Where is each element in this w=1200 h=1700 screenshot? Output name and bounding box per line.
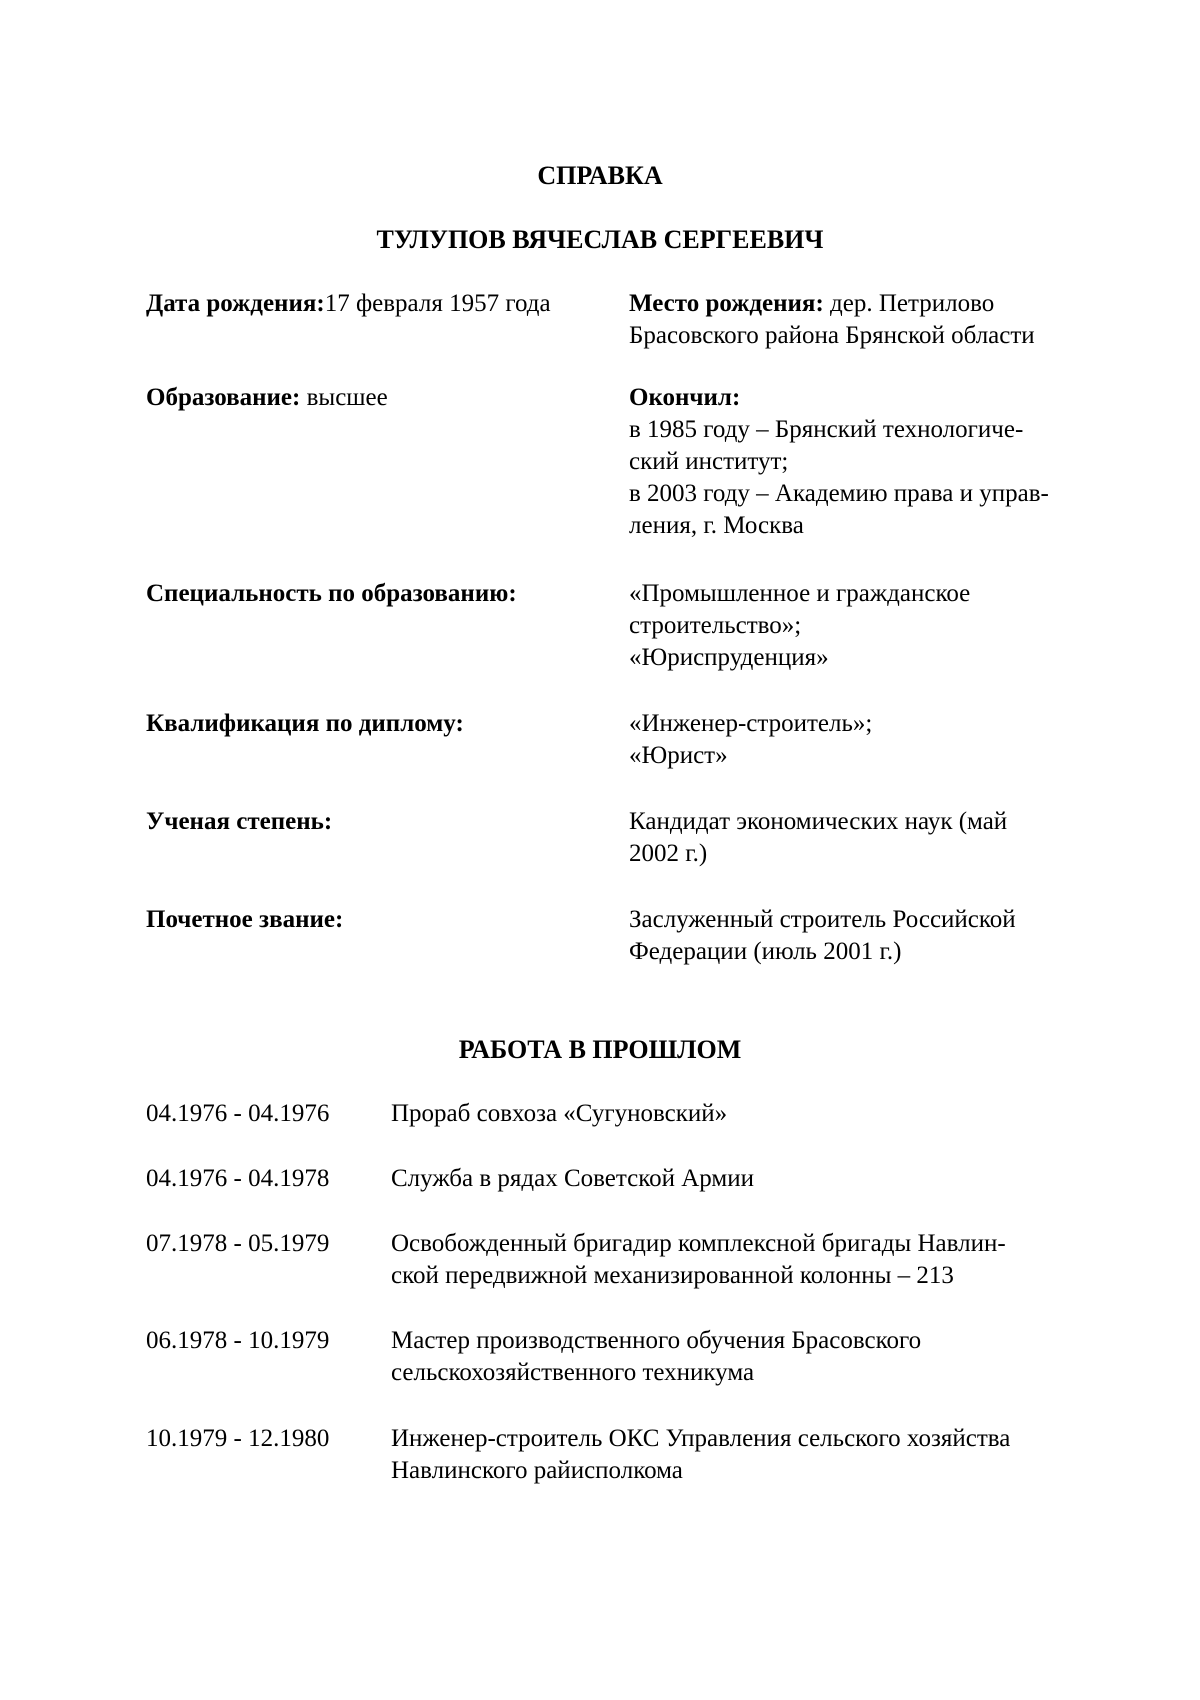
- work-entry-line: Служба в рядах Советской Армии: [391, 1165, 754, 1192]
- graduated-line: в 2003 году – Академию права и управ-: [629, 480, 1049, 507]
- specialty-value: [629, 578, 1119, 674]
- specialty-line: «Юриспруденция»: [629, 644, 829, 671]
- honorary-title-value: [629, 904, 1119, 968]
- education-value: высшее: [300, 384, 388, 411]
- birth-date-field: [146, 288, 551, 320]
- birth-place-label: Место рождения:: [629, 290, 824, 317]
- work-entry-description: [391, 1423, 1121, 1487]
- birth-place-field: [629, 288, 1119, 352]
- work-entry-line: Освобожденный бригадир комплексной бригады Навлин-: [391, 1230, 1006, 1257]
- degree-label: Ученая степень:: [146, 808, 333, 835]
- honorary-title-line: Федерации (июль 2001 г.): [629, 938, 902, 965]
- qualification-line: «Инженер-строитель»;: [629, 710, 873, 737]
- education-field: [146, 382, 388, 414]
- specialty-line: строительство»;: [629, 612, 802, 639]
- specialty-line: «Промышленное и гражданское: [629, 580, 971, 607]
- graduated-line: ский институт;: [629, 448, 789, 475]
- work-entry-dates: 10.1979 - 12.1980: [146, 1425, 330, 1452]
- graduated-field: [629, 382, 1119, 542]
- qualification-line: «Юрист»: [629, 742, 728, 769]
- document-title: СПРАВКА: [537, 161, 663, 190]
- graduated-line: ления, г. Москва: [629, 512, 804, 539]
- work-entry-line: Навлинского райисполкома: [391, 1457, 683, 1484]
- qualification-value: [629, 708, 1119, 772]
- graduated-line: в 1985 году – Брянский технологиче-: [629, 416, 1024, 443]
- work-entry-line: сельскохозяйственного техникума: [391, 1359, 755, 1386]
- birth-date-label: Дата рождения:: [146, 290, 325, 317]
- work-entry-dates: 06.1978 - 10.1979: [146, 1327, 330, 1354]
- person-name: ТУЛУПОВ ВЯЧЕСЛАВ СЕРГЕЕВИЧ: [376, 225, 824, 254]
- degree-line: 2002 г.): [629, 840, 708, 867]
- work-entry-line: Прораб совхоза «Сугуновский»: [391, 1100, 728, 1127]
- degree-value: [629, 806, 1119, 870]
- work-entry-line: Мастер производственного обучения Брасовского: [391, 1327, 922, 1354]
- birth-place-value-line2: Брасовского района Брянской области: [629, 322, 1035, 349]
- work-entry-dates: 04.1976 - 04.1978: [146, 1165, 330, 1192]
- degree-line: Кандидат экономических наук (май: [629, 808, 1008, 835]
- work-entry-dates: 04.1976 - 04.1976: [146, 1100, 330, 1127]
- honorary-title-label: Почетное звание:: [146, 906, 344, 933]
- specialty-label: Специальность по образованию:: [146, 580, 517, 607]
- work-entry-description: [391, 1228, 1121, 1292]
- work-entry-line: Инженер-строитель ОКС Управления сельского хозяйства: [391, 1425, 1011, 1452]
- work-entry-line: ской передвижной механизированной колонны – 213: [391, 1262, 954, 1289]
- birth-place-value-line1: дер. Петрилово: [823, 290, 995, 317]
- work-entry-description: [391, 1098, 1121, 1130]
- work-history-heading: РАБОТА В ПРОШЛОМ: [458, 1035, 742, 1064]
- graduated-label: Окончил:: [629, 384, 741, 411]
- birth-date-value: 17 февраля 1957 года: [324, 290, 551, 317]
- qualification-label: Квалификация по диплому:: [146, 710, 464, 737]
- work-entry-description: [391, 1163, 1121, 1195]
- education-label: Образование:: [146, 384, 301, 411]
- honorary-title-line: Заслуженный строитель Российской: [629, 906, 1016, 933]
- work-entry-description: [391, 1325, 1121, 1389]
- work-entry-dates: 07.1978 - 05.1979: [146, 1230, 330, 1257]
